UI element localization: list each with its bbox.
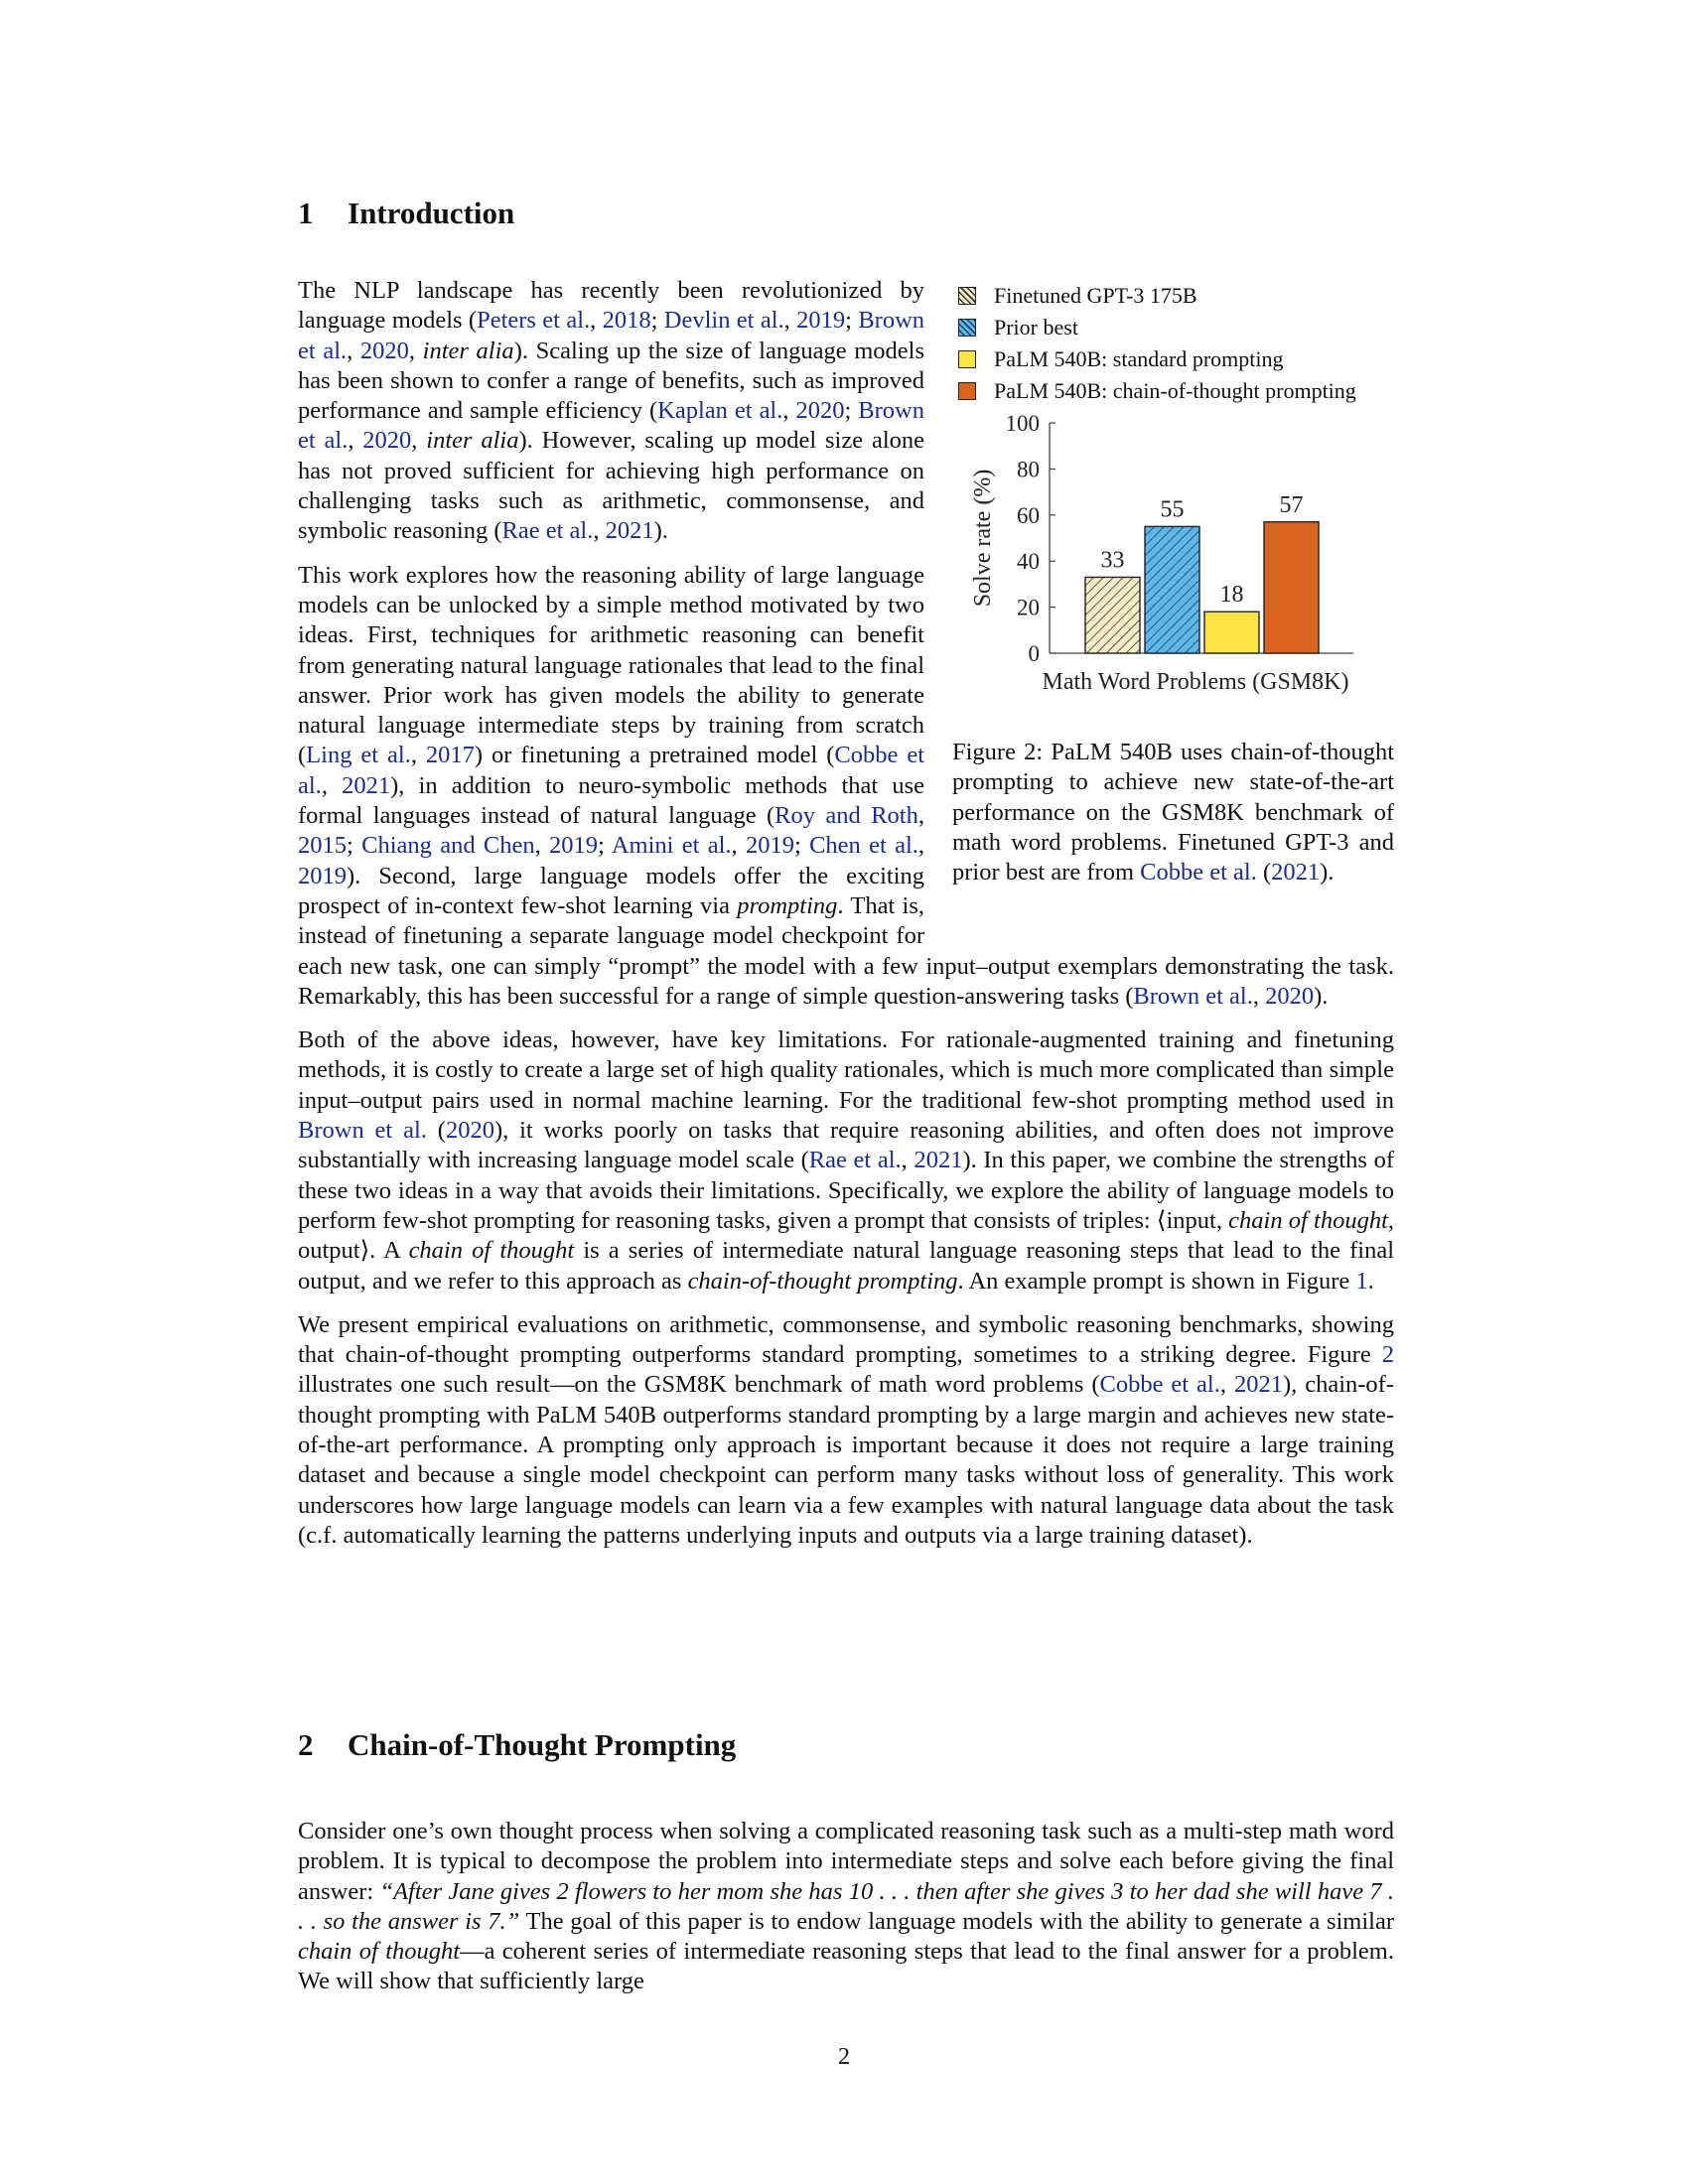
text-run: , xyxy=(1252,982,1266,1010)
section-2-heading xyxy=(298,1727,736,1763)
text-run: ). Second, large language models offer the exciting prospect of in-context few-shot learning via xyxy=(298,862,924,919)
text-run: ). In this paper, we combine the strengths of these two ideas in a way that avoids their limitations. Specifically, we explore the ability of language models to perform few-shot prompting for reasoning tasks, given a prompt that consists of triples: ⟨input, xyxy=(298,1147,1394,1234)
emphasis: inter alia xyxy=(422,337,514,364)
citation-link[interactable]: Cobbe et al. xyxy=(1140,859,1257,887)
page-number: 2 xyxy=(837,2043,851,2070)
citation-link[interactable]: 2020 xyxy=(1265,982,1315,1010)
text-run: The NLP landscape has recently been revolutionized by language models ( xyxy=(298,277,924,335)
citation-link[interactable]: 2019 xyxy=(745,832,794,860)
emphasis: chain of thought xyxy=(298,1938,461,1966)
text-run: The goal of this paper is to endow language models with the ability to generate a similar xyxy=(519,1907,1394,1935)
citation-link[interactable]: Cobbe et al. xyxy=(298,742,924,799)
text-run: ; xyxy=(347,832,362,860)
citation-link[interactable]: 2021 xyxy=(914,1147,963,1174)
y-tick-label: 80 xyxy=(1017,457,1040,482)
text-run: ). xyxy=(1320,859,1335,887)
y-tick-label: 20 xyxy=(1017,595,1040,620)
y-tick-label: 100 xyxy=(1005,411,1040,436)
section-number: 1 xyxy=(298,196,314,230)
citation-link[interactable]: Chen et al. xyxy=(809,832,918,860)
text-run: ; xyxy=(598,832,612,860)
citation-link[interactable]: 2020 xyxy=(795,397,845,425)
section-2-body xyxy=(298,1817,1394,1997)
citation-link[interactable]: 2018 xyxy=(602,307,651,335)
citation-link[interactable]: 2019 xyxy=(796,307,846,335)
figure-2 xyxy=(952,276,1394,951)
y-tick-label: 0 xyxy=(1028,641,1040,666)
text-run: , xyxy=(917,832,925,860)
section-title: Introduction xyxy=(348,196,515,230)
text-run: , xyxy=(1219,1371,1234,1399)
bar-value-label: 55 xyxy=(1160,496,1185,523)
text-run: ). xyxy=(653,517,668,545)
citation-link[interactable]: Roy and Roth xyxy=(774,802,918,830)
emphasis: chain of thought xyxy=(1228,1206,1388,1234)
text-run: , output⟩. A xyxy=(298,1206,1395,1265)
text-run: , xyxy=(408,337,423,364)
citation-link[interactable]: Kaplan et al. xyxy=(657,397,783,425)
intro-body xyxy=(298,276,1394,1551)
citation-link[interactable]: 2020 xyxy=(362,427,412,455)
citation-link[interactable]: 2020 xyxy=(445,1117,494,1145)
citation-link[interactable]: 2020 xyxy=(359,337,409,364)
text-run: ( xyxy=(426,1117,446,1145)
citation-link[interactable]: 2021 xyxy=(342,771,391,799)
emphasis: chain-of-thought prompting xyxy=(687,1267,958,1295)
citation-link[interactable]: Rae et al. xyxy=(808,1147,902,1174)
citation-link[interactable]: 2017 xyxy=(425,742,475,769)
emphasis: prompting xyxy=(737,891,838,919)
citation-link[interactable]: 2021 xyxy=(1233,1371,1283,1399)
citation-link[interactable]: Ling et al. xyxy=(306,742,411,769)
x-axis-label: Math Word Problems (GSM8K) xyxy=(1042,669,1349,695)
text-run: illustrates one such result—on the GSM8K benchmark of math word problems ( xyxy=(298,1371,1100,1399)
text-run: ), it works poorly on tasks that require reasoning abilities, and often does not improve substantially with increasing language model scale ( xyxy=(298,1117,1394,1174)
text-run: is a series of intermediate natural language reasoning steps that lead to the final output, and we refer to this approach as xyxy=(298,1237,1394,1295)
text-run: ; xyxy=(793,832,810,860)
citation-link[interactable]: Brown et al. xyxy=(1133,982,1253,1010)
bar-value-label: 33 xyxy=(1100,547,1125,574)
citation-link[interactable]: Chiang and Chen xyxy=(361,832,535,860)
citation-link[interactable]: Brown et al. xyxy=(298,397,924,455)
intro-paragraph-4 xyxy=(298,1310,1394,1551)
text-run: We present empirical evaluations on arithmetic, commonsense, and symbolic reasoning benchmarks, showing that chain-of-thought prompting outperforms standard prompting, sometimes to a striking degree. Figure xyxy=(298,1310,1394,1369)
text-run: . xyxy=(1367,1267,1374,1295)
section-title: Chain-of-Thought Prompting xyxy=(348,1727,737,1762)
text-run: , xyxy=(347,337,360,364)
text-run: ). However, scaling up model size alone has not proved sufficient for achieving high performance on challenging tasks such as arithmetic, commonsense, and symbolic reasoning ( xyxy=(298,427,925,545)
citation-link[interactable]: 2019 xyxy=(549,832,599,860)
citation-link[interactable]: Amini et al. xyxy=(611,832,732,860)
bar xyxy=(1264,522,1319,653)
bar xyxy=(1085,577,1140,653)
text-run: Consider one’s own thought process when solving a complicated reasoning task such as a multi-step math word problem. It is typical to decompose the problem into intermediate steps and solve each before giving the final answer: xyxy=(298,1818,1394,1905)
citation-link[interactable]: 2021 xyxy=(605,517,654,545)
text-run: ). Scaling up the size of language models has been shown to confer a range of benefits, such as improved performance and sample efficiency ( xyxy=(298,337,925,425)
text-run: , xyxy=(901,1147,914,1174)
section-number: 2 xyxy=(298,1727,314,1762)
emphasis: chain of thought xyxy=(408,1237,575,1265)
citation-link[interactable]: Cobbe et al. xyxy=(1099,1371,1220,1399)
citation-link[interactable]: 2019 xyxy=(298,862,347,889)
intro-paragraph-3 xyxy=(298,1025,1394,1297)
text-run: , xyxy=(590,307,603,335)
citation-link[interactable]: 2 xyxy=(1381,1341,1394,1369)
legend-label: Finetuned GPT-3 175B xyxy=(994,283,1197,308)
text-run: ( xyxy=(1256,859,1272,887)
emphasis: inter alia xyxy=(426,427,519,455)
text-run: . An example prompt is shown in Figure xyxy=(957,1267,1356,1295)
citation-link[interactable]: Rae et al. xyxy=(501,517,594,545)
citation-link[interactable]: 2015 xyxy=(298,832,347,860)
bar-value-label: 18 xyxy=(1219,582,1244,609)
bar-value-label: 57 xyxy=(1279,491,1304,518)
text-run: ). xyxy=(1314,982,1329,1010)
text-run: , xyxy=(782,397,796,425)
citation-link[interactable]: Brown et al. xyxy=(298,307,925,364)
legend-label: PaLM 540B: chain-of-thought prompting xyxy=(994,378,1356,403)
text-run: . That is, instead of finetuning a separate language model checkpoint for each new task, one can simply “prompt” the model with a few input–output exemplars demonstrating the task. Remarkably, this has been successful for a range of simple question-answering tasks ( xyxy=(298,891,1394,1010)
emphasis: “After Jane gives 2 flowers to her mom she has 10 . . . then after she gives 3 to her dad she will have 7 . . . so the answer is 7.” xyxy=(298,1877,1395,1935)
legend-label: PaLM 540B: standard prompting xyxy=(994,346,1284,371)
text-run: ), in addition to neuro-symbolic methods that use formal languages instead of natural language ( xyxy=(298,771,925,830)
bar xyxy=(1204,612,1259,653)
text-run: , xyxy=(321,771,343,799)
text-run: ; xyxy=(845,307,859,335)
text-run: This work explores how the reasoning ability of large language models can be unlocked by a simple method motivated by two ideas. First, techniques for arithmetic reasoning can benefit from generating natural language rationales that lead to the final answer. Prior work has given models the ability to generate natural language intermediate steps by training from scratch ( xyxy=(298,561,924,769)
text-run: , xyxy=(917,802,924,830)
section-1-heading xyxy=(298,196,514,231)
text-run: ; xyxy=(650,307,664,335)
y-axis-label: Solve rate (%) xyxy=(970,469,996,608)
text-run: , xyxy=(534,832,550,860)
figure-caption xyxy=(952,738,1394,887)
text-run: , xyxy=(731,832,746,860)
text-run: Both of the above ideas, however, have key limitations. For rationale-augmented training and finetuning methods, it is costly to create a large set of high quality rationales, which is much more complicated than simple input–output pairs used in normal machine learning. For the traditional few-shot prompting method used in xyxy=(298,1026,1394,1114)
text-run: , xyxy=(411,427,427,455)
text-run: , xyxy=(348,427,363,455)
legend-label: Prior best xyxy=(994,315,1078,340)
text-run: , xyxy=(783,307,797,335)
text-run: Figure 2: PaLM 540B uses chain-of-thought prompting to achieve new state-of-the-art performance on the GSM8K benchmark of math word problems. Finetuned GPT-3 and prior best are from xyxy=(952,739,1394,887)
citation-link[interactable]: Peters et al. xyxy=(477,307,591,335)
text-run: ; xyxy=(844,397,859,425)
citation-link[interactable]: 1 xyxy=(1355,1267,1368,1295)
y-tick-label: 40 xyxy=(1017,549,1040,575)
text-run: ) or finetuning a pretrained model ( xyxy=(474,742,835,769)
text-run: , xyxy=(410,742,426,769)
bar-chart xyxy=(952,276,1394,703)
text-run: , xyxy=(593,517,606,545)
citation-link[interactable]: Devlin et al. xyxy=(663,307,784,335)
text-run: ), chain-of-thought prompting with PaLM 540B outperforms standard prompting by a large margin and achieves new state-of-the-art performance. A prompting only approach is important because it does not require a large training dataset and because a single model checkpoint can perform many tasks without loss of generality. This work underscores how large language models can learn via a few examples with natural language data about the task (c.f. automatically learning the patterns underlying inputs and outputs via a large training dataset). xyxy=(298,1371,1394,1549)
bar xyxy=(1145,526,1199,653)
citation-link[interactable]: 2021 xyxy=(1271,859,1321,887)
y-tick-label: 60 xyxy=(1017,502,1040,528)
citation-link[interactable]: Brown et al. xyxy=(298,1117,427,1145)
section-2-paragraph-1 xyxy=(298,1817,1394,1997)
text-run: —a coherent series of intermediate reasoning steps that lead to the final answer for a problem. We will show that sufficiently large xyxy=(298,1938,1394,1995)
